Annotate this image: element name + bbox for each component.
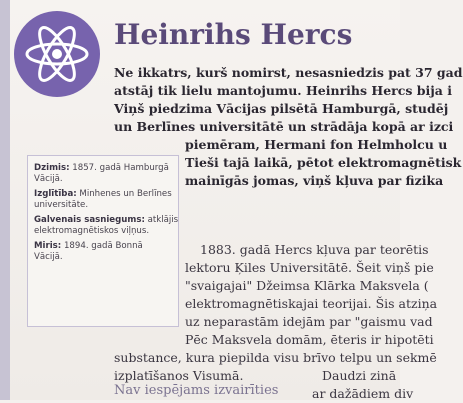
intro-line: atstāj tik lielu mantojumu. Heinrihs Hercs bija i [114,83,452,98]
intro-line: un Berlīnes universitātē un strādāja kopā ar izci [114,119,454,134]
caption: Nav iespējams izvairīties [114,383,279,398]
body-line: "svaigajai" Džeimsa Klārka Maksvela ( [185,278,429,293]
fact-value: atklājis [144,215,179,225]
body-line: ar dažādiem div [312,386,414,401]
intro-line: Tieši tajā laikā, pētot elektromagnētisk [185,155,462,170]
fact-label: Miris: [34,241,62,251]
page-title: Heinrihs Hercs [114,18,353,51]
body-line: lektoru Ķiles Universitātē. Šeit viņš pie [185,260,434,275]
intro-line: Viņš piedzima Vācijas pilsētā Hamburgā, studēj [114,101,449,116]
body-line: substance, kura piepilda visu brīvo telpu un sekmē [114,350,437,365]
fact-value: 1857. gadā Hamburgā [69,163,169,173]
fact-died [34,241,179,263]
body-line: Pēc Maksvela domām, ēteris ir hipotēti [185,332,434,347]
page-edge [0,0,10,400]
fact-value: 1894. gadā Bonnā [61,241,143,251]
body-line: uz neparastām idejām par "gaismu vad [185,314,433,329]
fact-label: Izglītība: [34,189,77,199]
fact-value: Vācijā. [34,252,63,262]
fact-value: Vācijā. [34,174,63,184]
fact-achievement [34,215,179,237]
fact-education [34,189,179,211]
fact-value: elektromagnētiskos viļņus. [34,226,150,236]
body-line: elektromagnētiskajai teorijai. Šis atziņa [185,296,438,311]
intro-line: mainīgās jomas, viņš kļuva par fizika [185,173,444,188]
body-line: 1883. gadā Hercs kļuva par teorētis [200,242,429,257]
fact-label: Dzimis: [34,163,70,173]
fact-value: universitāte. [34,200,89,210]
body-line: izplatīšanos Visumā. [114,368,244,383]
fact-label: Galvenais sasniegums: [34,215,145,225]
intro-line: piemēram, Hermani fon Helmholcu u [185,137,448,152]
intro-line: Ne ikkatrs, kurš nomirst, nesasniedzis pat 37 gad [114,65,463,80]
fact-value: Minhenes un Berlīnes [76,189,172,199]
body-line: Daudzi zinā [322,368,397,383]
atom-icon [14,11,100,97]
fact-born [34,163,179,185]
